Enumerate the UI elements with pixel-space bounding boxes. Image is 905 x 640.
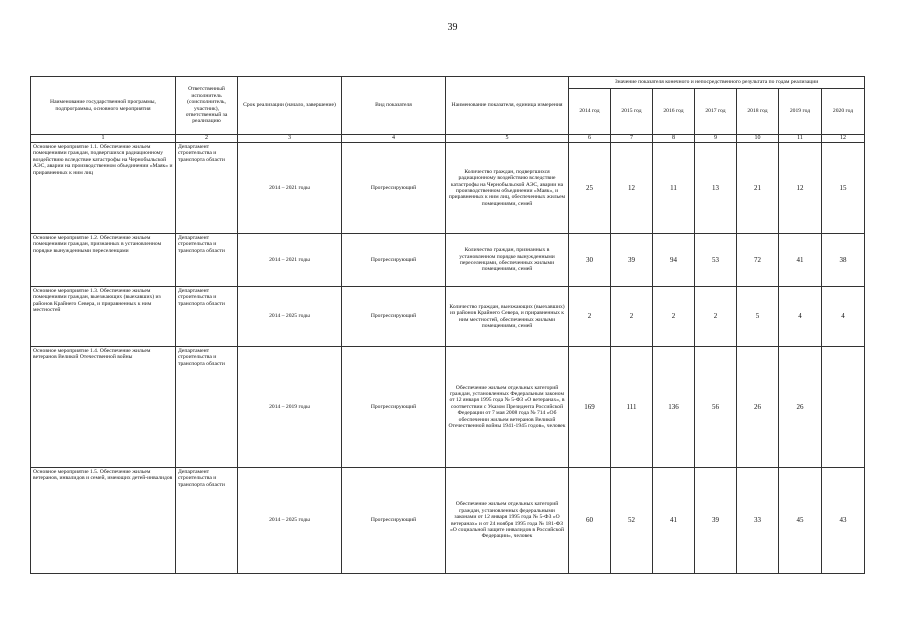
indicator-cell: Количество граждан, подвергшихся радиационному воздействию вследствие катастрофы на Чернобыльской АЭС, аварии на производственном объединении «Маяк», и приравненных к ним лиц, обеспеченных жильем помещениями, семей bbox=[446, 143, 569, 234]
column-number: 9 bbox=[695, 135, 737, 143]
header-period: Срок реализации (начало, завершение) bbox=[238, 77, 342, 135]
header-indicator-name: Наименование показателя, единица измерения bbox=[446, 77, 569, 135]
table-row bbox=[31, 143, 865, 234]
column-number: 11 bbox=[779, 135, 822, 143]
value-cell: 94 bbox=[653, 234, 695, 287]
value-cell: 41 bbox=[779, 234, 822, 287]
program-cell: Основное мероприятие 1.3. Обеспечение жильем помещениями граждан, выезжающих (выехавших) из районов Крайнего Севера, и приравненных к ним местностей bbox=[31, 287, 176, 347]
responsible-cell: Департамент строительства и транспорта области bbox=[176, 347, 238, 468]
value-cell: 2 bbox=[569, 287, 611, 347]
type-cell: Прогрессирующий bbox=[342, 287, 446, 347]
type-cell: Прогрессирующий bbox=[342, 234, 446, 287]
period-cell: 2014 – 2021 годы bbox=[238, 234, 342, 287]
table-row bbox=[31, 468, 865, 574]
header-responsible: Ответственный исполнитель (соисполнитель, участник), ответственный за реализацию bbox=[176, 77, 238, 135]
page-number: 39 bbox=[447, 22, 458, 33]
type-cell: Прогрессирующий bbox=[342, 143, 446, 234]
type-cell: Прогрессирующий bbox=[342, 347, 446, 468]
header-year: 2018 год bbox=[737, 89, 779, 135]
period-cell: 2014 – 2021 годы bbox=[238, 143, 342, 234]
period-cell: 2014 – 2019 годы bbox=[238, 347, 342, 468]
column-number: 12 bbox=[822, 135, 865, 143]
value-cell: 60 bbox=[569, 468, 611, 574]
program-cell: Основное мероприятие 1.2. Обеспечение жильем помещениями граждан, признанных в установленном порядке вынужденными переселенцами bbox=[31, 234, 176, 287]
period-cell: 2014 – 2025 годы bbox=[238, 287, 342, 347]
results-table bbox=[30, 76, 865, 574]
value-cell: 39 bbox=[695, 468, 737, 574]
value-cell: 33 bbox=[737, 468, 779, 574]
value-cell: 2 bbox=[611, 287, 653, 347]
value-cell: 45 bbox=[779, 468, 822, 574]
value-cell: 72 bbox=[737, 234, 779, 287]
value-cell: 5 bbox=[737, 287, 779, 347]
table-row bbox=[31, 287, 865, 347]
indicator-cell: Количество граждан, выезжающих (выехавших) из районов Крайнего Севера, и приравненных к ним местностей, обеспеченных жилыми помещениями, семей bbox=[446, 287, 569, 347]
column-number: 6 bbox=[569, 135, 611, 143]
column-number: 8 bbox=[653, 135, 695, 143]
column-number: 5 bbox=[446, 135, 569, 143]
column-number: 7 bbox=[611, 135, 653, 143]
table-row bbox=[31, 234, 865, 287]
column-number: 4 bbox=[342, 135, 446, 143]
header-year: 2019 год bbox=[779, 89, 822, 135]
value-cell: 12 bbox=[611, 143, 653, 234]
responsible-cell: Департамент строительства и транспорта области bbox=[176, 143, 238, 234]
value-cell bbox=[822, 347, 865, 468]
value-cell: 26 bbox=[779, 347, 822, 468]
column-number: 10 bbox=[737, 135, 779, 143]
column-number: 3 bbox=[238, 135, 342, 143]
header-year: 2014 год bbox=[569, 89, 611, 135]
indicator-cell: Количество граждан, признанных в установленном порядке вынужденными переселенцами, обеспеченных жилыми помещениями, семей bbox=[446, 234, 569, 287]
value-cell: 53 bbox=[695, 234, 737, 287]
value-cell: 15 bbox=[822, 143, 865, 234]
value-cell: 4 bbox=[779, 287, 822, 347]
value-cell: 21 bbox=[737, 143, 779, 234]
program-cell: Основное мероприятие 1.5. Обеспечение жильем ветеранов, инвалидов и семей, имеющих детей-инвалидов bbox=[31, 468, 176, 574]
value-cell: 111 bbox=[611, 347, 653, 468]
indicator-cell: Обеспечение жильем отдельных категорий граждан, установленных Федеральным законом от 12 января 1995 года № 5-ФЗ «О ветеранах», в соответствии с Указом Президента Российской Федерации от 7 мая 2008 года № 714 «Об обеспечении жильем ветеранов Великой Отечественной войны 1941-1945 годов», человек bbox=[446, 347, 569, 468]
value-cell: 52 bbox=[611, 468, 653, 574]
responsible-cell: Департамент строительства и транспорта области bbox=[176, 468, 238, 574]
header-year: 2020 год bbox=[822, 89, 865, 135]
program-cell: Основное мероприятие 1.1. Обеспечение жильем помещениями граждан, подвергшихся радиационному воздействию вследствие катастрофы на Чернобыльской АЭС, аварии на производственном объединении «Маяк» и приравненных к ним лиц bbox=[31, 143, 176, 234]
value-cell: 11 bbox=[653, 143, 695, 234]
value-cell: 26 bbox=[737, 347, 779, 468]
responsible-cell: Департамент строительства и транспорта области bbox=[176, 287, 238, 347]
table-row bbox=[31, 347, 865, 468]
value-cell: 2 bbox=[653, 287, 695, 347]
value-cell: 4 bbox=[822, 287, 865, 347]
header-program: Наименование государственной программы, подпрограммы, основного мероприятия bbox=[31, 77, 176, 135]
value-cell: 39 bbox=[611, 234, 653, 287]
value-cell: 30 bbox=[569, 234, 611, 287]
value-cell: 2 bbox=[695, 287, 737, 347]
value-cell: 43 bbox=[822, 468, 865, 574]
value-cell: 25 bbox=[569, 143, 611, 234]
header-year: 2017 год bbox=[695, 89, 737, 135]
period-cell: 2014 – 2025 годы bbox=[238, 468, 342, 574]
header-values-group: Значение показателя конечного и непосредственного результата по годам реализации bbox=[569, 77, 865, 89]
program-cell: Основное мероприятие 1.4. Обеспечение жильем ветеранов Великой Отечественной войны bbox=[31, 347, 176, 468]
value-cell: 169 bbox=[569, 347, 611, 468]
value-cell: 41 bbox=[653, 468, 695, 574]
indicator-cell: Обеспечение жильем отдельных категорий граждан, установленных федеральными законами от 12 января 1995 года № 5-ФЗ «О ветеранах» и от 24 ноября 1995 года № 181-ФЗ «О социальной защите инвалидов в Российской Федерации», человек bbox=[446, 468, 569, 574]
responsible-cell: Департамент строительства и транспорта области bbox=[176, 234, 238, 287]
value-cell: 38 bbox=[822, 234, 865, 287]
column-number: 2 bbox=[176, 135, 238, 143]
value-cell: 136 bbox=[653, 347, 695, 468]
value-cell: 12 bbox=[779, 143, 822, 234]
type-cell: Прогрессирующий bbox=[342, 468, 446, 574]
column-number-row bbox=[31, 135, 865, 143]
header-indicator-type: Вид показателя bbox=[342, 77, 446, 135]
value-cell: 13 bbox=[695, 143, 737, 234]
header-year: 2016 год bbox=[653, 89, 695, 135]
header-year: 2015 год bbox=[611, 89, 653, 135]
value-cell: 56 bbox=[695, 347, 737, 468]
column-number: 1 bbox=[31, 135, 176, 143]
